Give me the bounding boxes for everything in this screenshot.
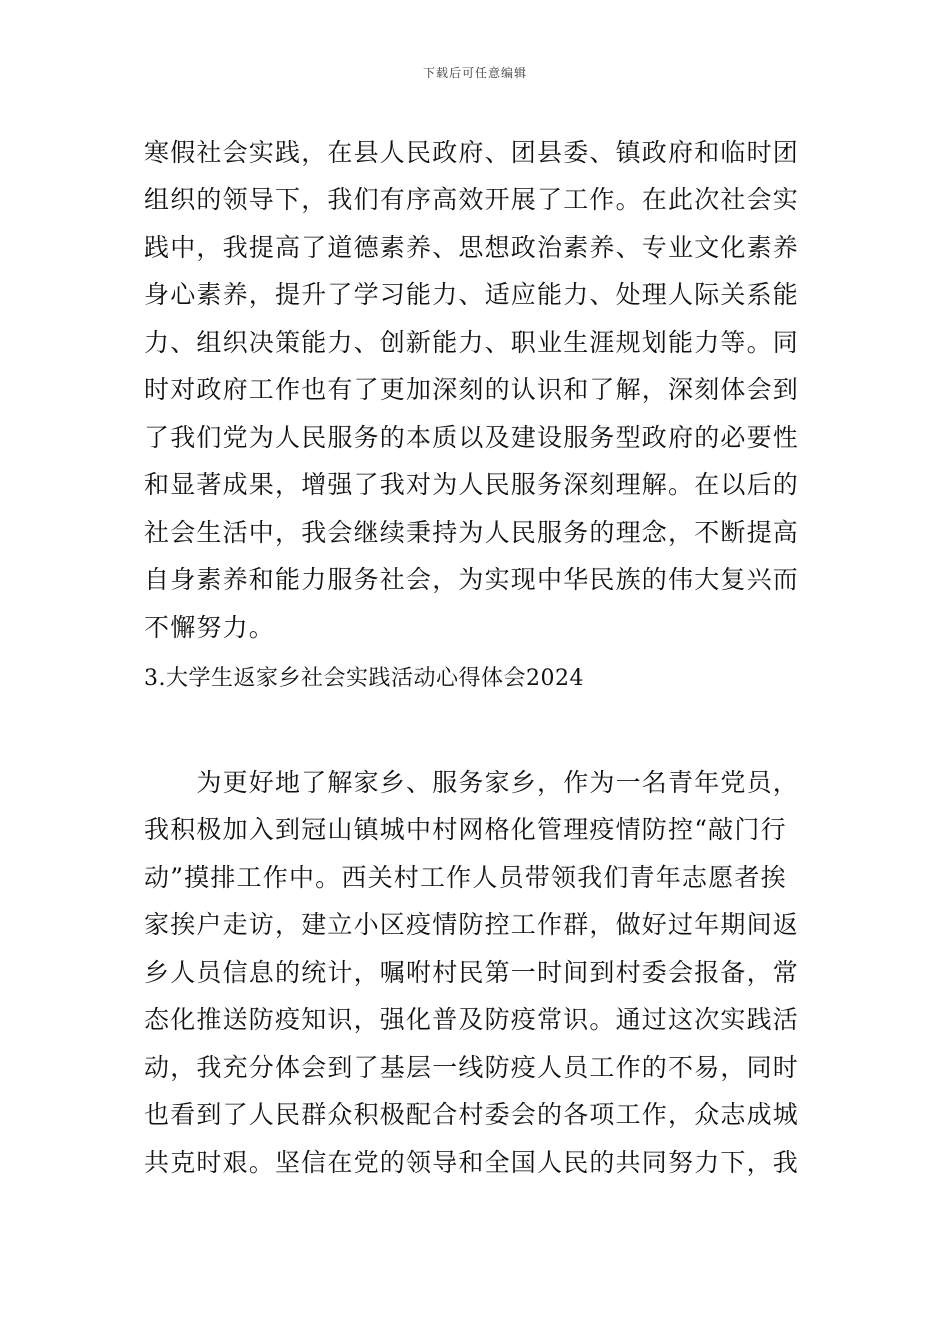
text-line: 自身素养和能力服务社会，为实现中华民族的伟大复兴而: [144, 565, 800, 594]
text-line: 态化推送防疫知识，强化普及防疫常识。通过这次实践活: [144, 1005, 800, 1034]
text-line: 时对政府工作也有了更加深刻的认识和了解，深刻体会到: [144, 375, 800, 404]
text-line: 践中，我提高了道德素养、思想政治素养、专业文化素养: [144, 233, 800, 262]
text-line: 动”摸排工作中。西关村工作人员带领我们青年志愿者挨: [144, 863, 787, 892]
text-line: 组织的领导下，我们有序高效开展了工作。在此次社会实: [144, 185, 800, 214]
text-line: 了我们党为人民服务的本质以及建设服务型政府的必要性: [144, 423, 800, 452]
text-line: 为更好地了解家乡、服务家乡，作为一名青年党员，: [144, 768, 800, 797]
page-header-note: 下载后可任意编辑: [422, 66, 527, 80]
text-line: 共克时艰。坚信在党的领导和全国人民的共同努力下，我: [144, 1148, 800, 1177]
section-heading: 3.大学生返家乡社会实践活动心得体会2024: [144, 666, 584, 691]
text-line: 家挨户走访，建立小区疫情防控工作群，做好过年期间返: [144, 910, 800, 939]
text-line: 社会生活中，我会继续秉持为人民服务的理念，不断提高: [144, 518, 800, 547]
text-line: 乡人员信息的统计，嘱咐村民第一时间到村委会报备，常: [144, 958, 800, 987]
text-line: 也看到了人民群众积极配合村委会的各项工作，众志成城: [144, 1100, 800, 1129]
text-line: 寒假社会实践，在县人民政府、团县委、镇政府和临时团: [144, 138, 800, 167]
text-line: 和显著成果，增强了我对为人民服务深刻理解。在以后的: [144, 470, 800, 499]
text-line: 不懈努力。: [144, 613, 276, 642]
text-line: 我积极加入到冠山镇城中村网格化管理疫情防控“敲门行: [144, 815, 787, 844]
text-line: 动，我充分体会到了基层一线防疫人员工作的不易，同时: [144, 1053, 800, 1082]
text-line: 身心素养，提升了学习能力、适应能力、处理人际关系能: [144, 280, 800, 309]
text-line: 力、组织决策能力、创新能力、职业生涯规划能力等。同: [144, 328, 800, 357]
